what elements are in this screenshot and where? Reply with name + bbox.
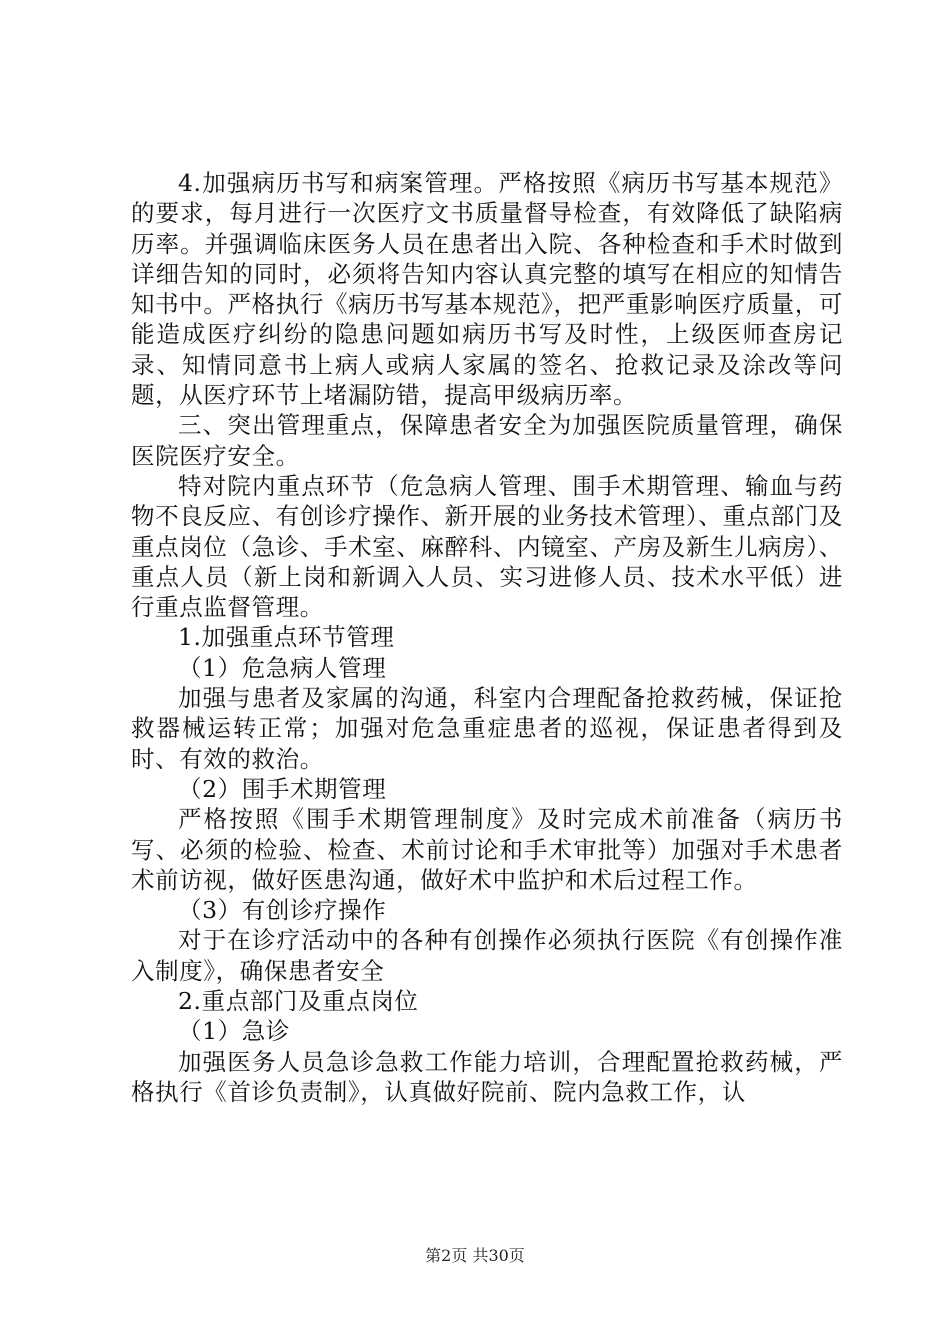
paragraph-invasive: 对于在诊疗活动中的各种有创操作必须执行医院《有创操作准入制度》，确保患者安全 xyxy=(131,926,843,985)
paragraph-key-links: 特对院内重点环节（危急病人管理、围手术期管理、输血与药物不良反应、有创诊疗操作、新开展的业务技术管理）、重点部门及重点岗位（急诊、手术室、麻醉科、内镜室、产房及新生儿病房）、重点人员（新上岗和新调入人员、实习进修人员、技术水平低）进行重点监督管理。 xyxy=(131,471,843,622)
paragraph-emergency: 加强医务人员急诊急救工作能力培训，合理配置抢救药械，严格执行《首诊负责制》，认真做好院前、院内急救工作，认 xyxy=(131,1047,843,1106)
page-number-footer: 第2页 共30页 xyxy=(425,1246,525,1265)
item-heading-critical-patients: （1）危急病人管理 xyxy=(178,653,387,682)
document-body xyxy=(131,168,843,1107)
subheading-1: 1.加强重点环节管理 xyxy=(178,623,395,652)
paragraph-perioperative: 严格按照《围手术期管理制度》及时完成术前准备（病历书写、必须的检验、检查、术前讨论和手术审批等）加强对手术患者术前访视，做好医患沟通，做好术中监护和术后过程工作。 xyxy=(131,805,843,894)
paragraph-medical-records: 4.加强病历书写和病案管理。严格按照《病历书写基本规范》的要求，每月进行一次医疗文书质量督导检查，有效降低了缺陷病历率。并强调临床医务人员在患者出入院、各种检查和手术时做到详细告知的同时，必须将告知内容认真完整的填写在相应的知情告知书中。严格执行《病历书写基本规范》，把严重影响医疗质量，可能造成医疗纠纷的隐患问题如病历书写及时性，上级医师查房记录、知情同意书上病人或病人家属的签名、抢救记录及涂改等问题，从医疗环节上堵漏防错，提高甲级病历率。 xyxy=(131,169,843,410)
item-heading-perioperative: （2）围手术期管理 xyxy=(178,774,387,803)
section-heading-3: 三、突出管理重点，保障患者安全为加强医院质量管理，确保医院医疗安全。 xyxy=(131,411,843,470)
item-heading-emergency: （1）急诊 xyxy=(178,1017,290,1046)
paragraph-critical-patients: 加强与患者及家属的沟通，科室内合理配备抢救药械，保证抢救器械运转正常；加强对危急重症患者的巡视，保证患者得到及时、有效的救治。 xyxy=(131,684,843,773)
subheading-2: 2.重点部门及重点岗位 xyxy=(178,987,419,1016)
item-heading-invasive: （3）有创诊疗操作 xyxy=(178,896,387,925)
